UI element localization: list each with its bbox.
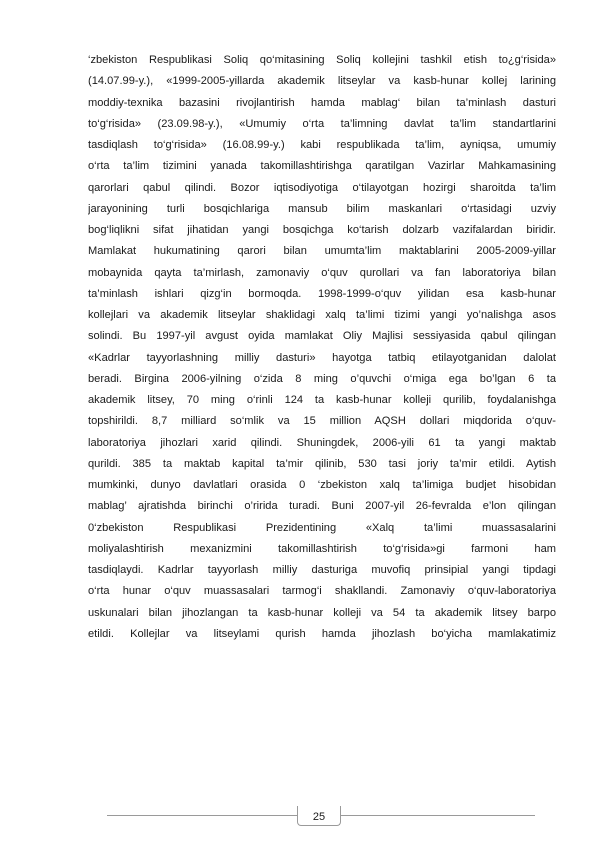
text-line: o‘rta ta’lim tizimini yanada takomillashtirishga qaratilgan Vazirlar Mahkamasining [88, 160, 556, 173]
text-line: kollejlari va akademik litseylar shaklidagi xalq ta’limi tizimi yangi yo’nalishga asos [88, 309, 556, 321]
text-line: 0‘zbekiston Respublikasi Prezidentining «Xalq ta’limi muassasalarini [88, 521, 556, 534]
text-line: tasdiqlaydi. Kadrlar tayyorlash milliy dasturiga muvofiq prinsipial yangi tipdagi [88, 564, 556, 576]
text-line: akademik litsey, 70 ming o‘rinli 124 ta kasb-hunar kolleji qurilib, foydalanishga [88, 394, 556, 406]
text-line: tasdiqlash to‘g‘risida» (16.08.99-y.) kabi respublikada ta’lim, ayniqsa, umumiy [88, 139, 556, 151]
text-line: qurildi. 385 ta maktab kapital ta’mir qilinib, 530 tasi joriy ta’mir etildi. Aytish [88, 457, 556, 470]
text-line: uskunalari bilan jihozlangan ta kasb-hunar kolleji va 54 ta akademik litsey barpo [88, 606, 556, 619]
text-line: bog‘liqlikni sifat jihatidan yangi bosqichga ko‘tarish dolzarb vazifalardan biridir. [88, 224, 556, 236]
text-line: ‘zbekiston Respublikasi Soliq qo‘mitasining Soliq kollejini tashkil etish to¿g‘risida» [88, 54, 556, 66]
page-footer [0, 806, 595, 842]
text-line: qarorlari qabul qilindi. Bozor iqtisodiyotiga o‘tilayotgan hozirgi sharoitda ta’lim [88, 181, 556, 194]
text-line: to‘g‘risida» (23.09.98-y.), «Umumiy o‘rta ta’limning davlat ta’lim standartlarini [88, 117, 556, 130]
text-line: etildi. Kollejlar va litseylami qurish hamda jihozlash bo‘yicha mamlakatimiz [88, 627, 556, 640]
text-line: ta’minlash ishlari qizg‘in bormoqda. 1998-1999-o‘quv yilidan esa kasb-hunar [88, 287, 556, 300]
text-line: topshirildi. 8,7 milliard so‘mlik va 15 million AQSH dollari miqdorida o‘quv- [88, 415, 556, 428]
text-line: solindi. Bu 1997-yil avgust oyida mamlakat Oliy Majlisi sessiyasida qabul qilingan [88, 330, 556, 343]
text-line: «Kadrlar tayyorlashning milliy dasturi» hayotga tatbiq etilayotganidan dalolat [88, 351, 556, 364]
text-line: o‘rta hunar o‘quv muassasalari tarmog‘i shakllandi. Zamonaviy o‘quv-laboratoriya [88, 585, 556, 598]
text-line: mobaynida qayta ta’mirlash, zamonaviy o‘quv qurollari va fan laboratoriya bilan [88, 266, 556, 279]
text-line: beradi. Birgina 2006-yilning o‘zida 8 ming o’quvchi o‘miga ega bo’lgan 6 ta [88, 372, 556, 385]
body-text [88, 50, 556, 645]
text-line: Mamlakat hukumatining qarori bilan umumta’lim maktablarini 2005-2009-yillar [88, 245, 556, 258]
footer-rule-left [107, 815, 297, 816]
text-line: moliyalashtirish mexanizmini takomillashtirish to‘g‘risida»gi farmoni ham [88, 542, 556, 555]
text-line: laboratoriya jihozlari xarid qilindi. Shuningdek, 2006-yili 61 ta yangi maktab [88, 436, 556, 449]
text-line: jarayonining turli bosqichlariga mansub bilim maskanlari o‘rtasidagi uzviy [88, 202, 556, 215]
text-line: mumkinki, dunyo davlatlari orasida 0 ‘zbekiston xalq ta’limiga budjet hisobidan [88, 479, 556, 491]
text-line: (14.07.99-y.), «1999-2005-yillarda akademik litseylar va kasb-hunar kollej larining [88, 75, 556, 88]
text-line: mablag’ ajratishda birinchi o’ririda turadi. Buni 2007-yil 26-fevralda e’lon qilingan [88, 500, 556, 513]
footer-rule-right [341, 815, 535, 816]
page-number: 25 [297, 806, 341, 826]
text-line: moddiy-texnika bazasini rivojlantirish hamda mablag‘ bilan ta’minlash dasturi [88, 96, 556, 109]
